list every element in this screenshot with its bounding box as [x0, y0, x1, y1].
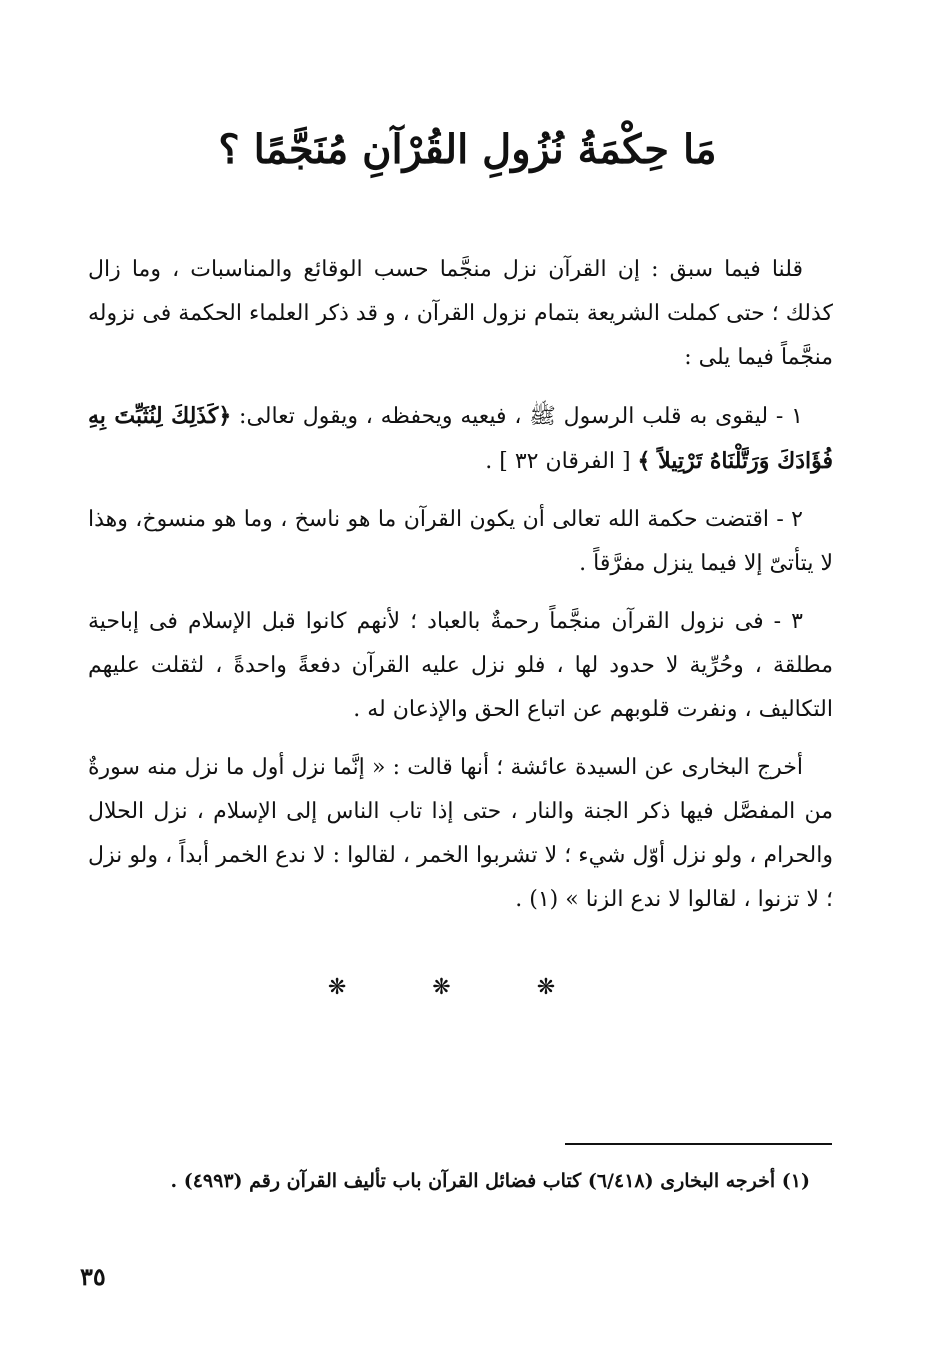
- paragraph-3: ٣ - فى نزول القرآن منجَّماً رحمةٌ بالعباد ؛ لأنهم كانوا قبل الإسلام فى إباحية مطلقة ، وحُرِّية لا حدود لها ، فلو نزل عليه القرآن دفعةً واحدةً ، لثقلت عليهم التكاليف ، ونفرت قلوبهم عن اتباع الحق والإذعان له .: [88, 609, 833, 722]
- paragraph-1-text: ١ - ليقوى به قلب الرسول ﷺ ، فيعيه ويحفظه ، ويقول تعالى:: [231, 404, 803, 429]
- star-ornament-icon: ❋: [327, 975, 397, 1000]
- star-ornament-icon: ❋: [536, 975, 606, 1000]
- paragraph-4: أخرج البخارى عن السيدة عائشة ؛ أنها قالت : « إنَّما نزل أول ما نزل منه سورةٌ من المفصَّل فيها ذكر الجنة والنار ، حتى إذا تاب الناس إلى الإسلام ، نزل الحلال والحرام ، ولو نزل أوّل شيء ؛ لا تشربوا الخمر ، لقالوا : لا ندع الخمر أبداً ، ولو نزل ؛ لا تزنوا ، لقالوا لا ندع الزنا » (١) .: [88, 755, 833, 912]
- verse-reference: [ الفرقان ٣٢ ] .: [485, 449, 638, 474]
- paragraph-1: [88, 394, 833, 484]
- page-number: ٣٥: [80, 1262, 106, 1291]
- footnote-divider: [565, 1143, 832, 1145]
- section-separator: [0, 975, 933, 1000]
- paragraph-intro: قلنا فيما سبق : إن القرآن نزل منجَّما حسب الوقائع والمناسبات ، وما زال كذلك ؛ حتى كملت الشريعة بتمام نزول القرآن ، و قد ذكر العلماء الحكمة فى نزوله منجَّماً فيما يلى :: [88, 257, 833, 370]
- footnote: (١) أخرجه البخارى (٦/٤١٨) كتاب فضائل القرآن باب تأليف القرآن رقم (٤٩٩٣) .: [170, 1170, 810, 1192]
- quran-verse: ﴿كَذَلِكَ لِنُثَبِّتَ بِهِ فُؤَادَكَ وَرَتَّلْنَاهُ تَرْتِيلاً ﴾: [88, 403, 833, 474]
- star-ornament-icon: ❋: [432, 975, 501, 1000]
- page-title: مَا حِكْمَةُ نُزُولِ القُرْآنِ مُنَجَّمًا ؟: [218, 126, 717, 173]
- paragraph-2: ٢ - اقتضت حكمة الله تعالى أن يكون القرآن ما هو ناسخ ، وما هو منسوخ، وهذا لا يتأتىّ إلا فيما ينزل مفرَّقاً .: [88, 507, 833, 576]
- main-text: [88, 248, 833, 936]
